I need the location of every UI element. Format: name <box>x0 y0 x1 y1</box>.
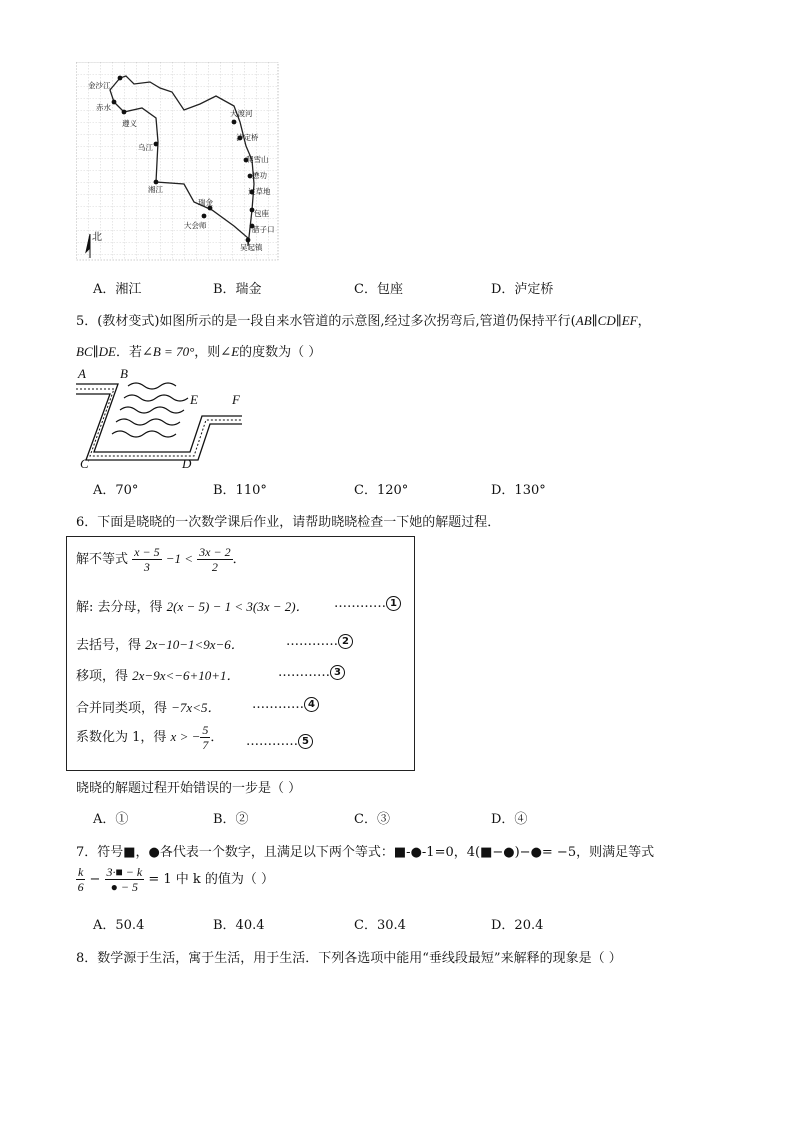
q5-option-c[interactable]: C．120° <box>354 483 409 498</box>
q6-step-1: 解: 去分母，得 2(x − 5) − 1 < 3(3x − 2)． <box>76 599 309 615</box>
svg-text:E: E <box>190 392 198 407</box>
q6-step-5-mark: ………… 5 <box>246 734 313 749</box>
q5-option-d[interactable]: D．130° <box>491 483 546 498</box>
map-label: 吴起镇 <box>240 243 263 252</box>
q6-option-c[interactable]: C．③ <box>354 812 390 827</box>
q6-title: 6．下面是晓晓的一次数学课后作业，请帮助晓晓检查一下她的解题过程． <box>76 515 501 530</box>
q7-equation: $\frac{k}{6}$ − $\frac{3\cdot■ - k}{● - 5}$ = 1 中 k 的值为（ ） <box>77 865 275 894</box>
q6-option-b[interactable]: B．② <box>213 812 249 827</box>
map-label: 乌江 <box>138 143 153 152</box>
q4-option-d[interactable]: D．泸定桥 <box>491 282 554 297</box>
map-label: 遵义 <box>122 119 137 128</box>
q6-step-1-mark: ………… 1 <box>334 596 401 611</box>
q7-option-b[interactable]: B．40.4 <box>213 918 265 933</box>
q6-step-4: 合并同类项，得 −7x<5． <box>76 700 221 716</box>
q6-step-3-mark: ………… 3 <box>278 665 345 680</box>
map-label: 金沙江 <box>88 81 111 90</box>
q4-option-c[interactable]: C．包座 <box>354 282 403 297</box>
q4-option-b[interactable]: B．瑞金 <box>213 282 262 297</box>
pipe-figure <box>74 364 246 470</box>
q7-option-a[interactable]: A．50.4 <box>93 918 145 933</box>
svg-text:北: 北 <box>92 232 102 243</box>
q7-option-c[interactable]: C．30.4 <box>354 918 406 933</box>
svg-text:F: F <box>232 392 240 407</box>
q8-stem: 8．数学源于生活，寓于生活，用于生活．下列各选项中能用“垂线段最短”来解释的现象是（ ） <box>76 951 622 966</box>
q6-step-5: 系数化为 1，得 x > − $\frac{5}{7}$ ． <box>76 723 224 752</box>
q5-stem-line1: 5．(教材变式)如图所示的是一段自来水管道的示意图,经过多次拐弯后,管道仍保持平行(AB∥CD∥EF， <box>76 313 651 329</box>
map-label: 大会师 <box>184 221 207 230</box>
svg-text:C: C <box>80 456 89 470</box>
svg-text:A: A <box>78 366 86 381</box>
map-label: 湘江 <box>148 185 163 194</box>
q6-step-3: 移项，得 2x−9x<−6+10+1． <box>76 668 240 684</box>
map-label: 过草地 <box>248 187 271 196</box>
q6-option-d[interactable]: D．④ <box>491 812 528 827</box>
q4-option-a[interactable]: A．湘江 <box>93 282 142 297</box>
q5-stem-line2: BC∥DE．若∠B = 70°，则∠E的度数为（ ） <box>76 344 322 360</box>
q7-option-d[interactable]: D．20.4 <box>491 918 544 933</box>
q6-step-2-mark: ………… 2 <box>286 634 353 649</box>
svg-text:D: D <box>182 456 192 470</box>
q6-option-a[interactable]: A．① <box>93 812 129 827</box>
map-label: 腊子口 <box>252 225 275 234</box>
map-label: 爬雪山 <box>246 155 269 164</box>
map-label: 大渡河 <box>230 109 253 118</box>
map-label: 赤水 <box>96 103 111 112</box>
map-label: 泸定桥 <box>236 133 259 142</box>
q6-step-2: 去括号，得 2x−10−1<9x−6． <box>76 637 244 653</box>
q6-step-4-mark: ………… 4 <box>252 697 319 712</box>
map-label: 瑞金 <box>198 198 213 207</box>
map-label: 包座 <box>254 209 269 218</box>
q5-option-a[interactable]: A．70° <box>93 483 139 498</box>
q5-option-b[interactable]: B．110° <box>213 483 267 498</box>
map-label: 懋功 <box>252 171 267 180</box>
q7-stem-line1: 7．符号■，●各代表一个数字，且满足以下两个等式：■-●-1=0，4(■−●)−●= −5，则满足等式 <box>76 845 655 860</box>
q6-question: 晓晓的解题过程开始错误的一步是（ ） <box>76 781 302 796</box>
long-march-map <box>76 62 280 262</box>
q6-intro: 解不等式 $\frac{x - 5}{3}$ −1 < $\frac{3x - 2}{2}$ ． <box>76 545 246 574</box>
svg-text:B: B <box>120 366 128 381</box>
